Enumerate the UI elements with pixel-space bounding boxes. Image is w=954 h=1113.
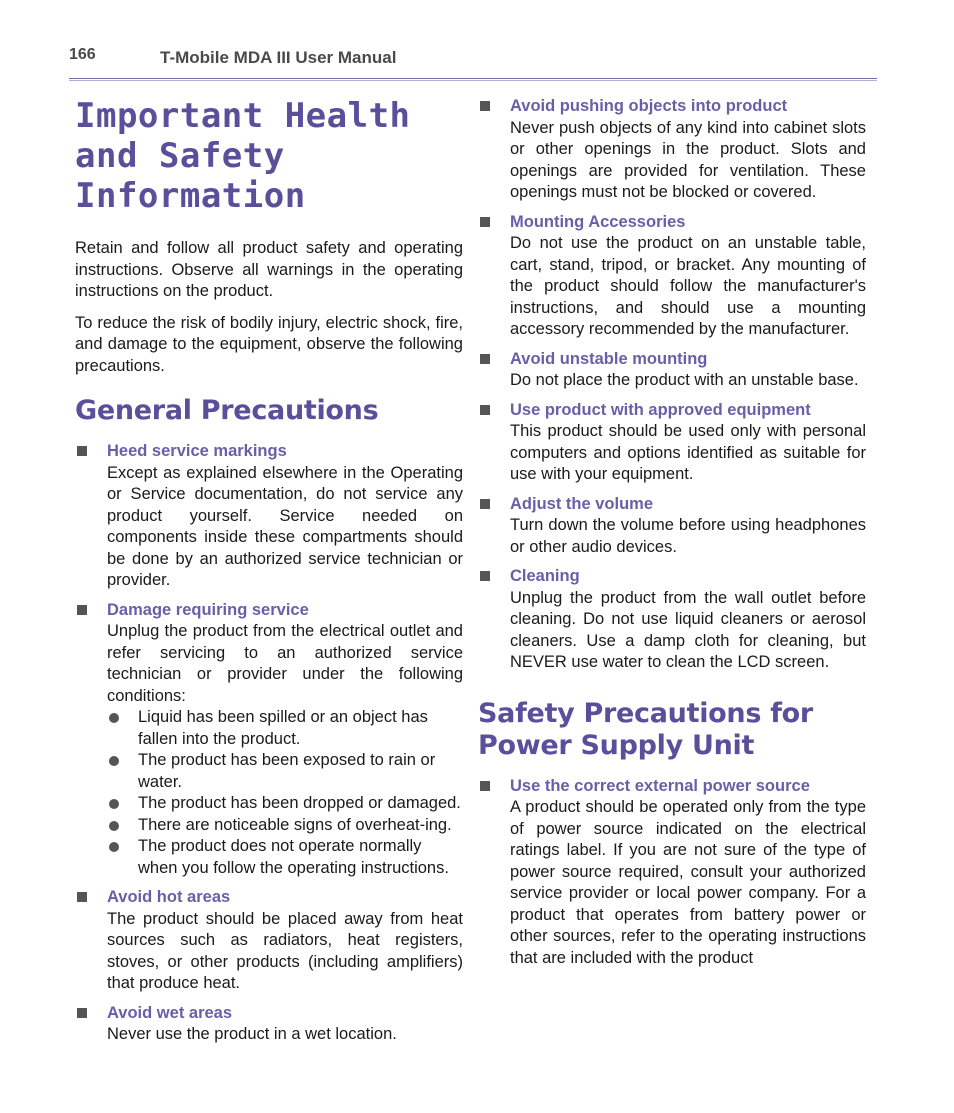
- condition-item: [107, 815, 463, 837]
- precaution-item: [478, 96, 866, 204]
- precaution-title: Mounting Accessories: [510, 212, 686, 231]
- precaution-text: Do not place the product with an unstable base.: [510, 371, 859, 389]
- precaution-title: Avoid pushing objects into product: [510, 97, 788, 115]
- square-bullet-icon: [77, 892, 87, 902]
- condition-text: Liquid has been spilled or an object has fallen into the product.: [138, 708, 428, 748]
- precaution-text: Never push objects of any kind into cabinet slots or other openings in the product. Slots and openings are provided for ventilation. These openings must not be blocked or covered.: [510, 118, 866, 201]
- page-number: 166: [69, 46, 96, 63]
- round-bullet-icon: [109, 842, 119, 852]
- square-bullet-icon: [77, 605, 87, 615]
- precaution-title: Avoid unstable mounting: [510, 349, 708, 368]
- header-rule-shadow: [69, 80, 877, 81]
- precaution-text: Do not use the product on an unstable table, cart, stand, tripod, or bracket. Any mounting of the product should follow the manufacturer's instructions, and should use a mounting accessory recommended by the manufacturer.: [510, 234, 866, 338]
- square-bullet-icon: [480, 499, 490, 509]
- precaution-title: Adjust the volume: [510, 494, 654, 513]
- precaution-item: [478, 494, 866, 559]
- square-bullet-icon: [77, 1008, 87, 1018]
- precaution-item: [478, 400, 866, 486]
- precaution-item: [75, 441, 463, 592]
- header-rule: [69, 78, 877, 79]
- square-bullet-icon: [480, 217, 490, 227]
- precaution-text: Unplug the product from the wall outlet before cleaning. Do not use liquid cleaners or aerosol cleaners. Use a damp cloth for cleaning, but NEVER use water to clean the LCD screen.: [510, 588, 866, 671]
- round-bullet-icon: [109, 713, 119, 723]
- page-title: Important Health and Safety Information: [75, 96, 411, 216]
- round-bullet-icon: [109, 821, 119, 831]
- manual-title: T-Mobile MDA III User Manual: [160, 48, 397, 67]
- precaution-title: Use product with approved equipment: [510, 400, 811, 419]
- condition-text: The product has been dropped or damaged.: [138, 794, 461, 812]
- precaution-item: [75, 600, 463, 880]
- condition-item: [107, 793, 463, 815]
- square-bullet-icon: [480, 781, 490, 791]
- precaution-item: [478, 212, 866, 341]
- precaution-title: Avoid wet areas: [107, 1003, 233, 1022]
- service-conditions-list: [107, 707, 463, 879]
- precaution-text: Turn down the volume before using headphones or other audio devices.: [510, 516, 866, 556]
- general-precautions-heading: General Precautions: [75, 395, 379, 426]
- square-bullet-icon: [77, 446, 87, 456]
- precaution-title: Damage requiring service: [107, 600, 309, 619]
- power-supply-heading: Safety Precautions for Power Supply Unit: [478, 697, 813, 761]
- precaution-title: Avoid hot areas: [107, 888, 231, 906]
- round-bullet-icon: [109, 756, 119, 766]
- precaution-text: Never use the product in a wet location.: [107, 1025, 397, 1043]
- precaution-text: A product should be operated only from the type of power source indicated on the electrical ratings label. If you are not sure of the type of power source required, consult your authorized service provider or local power company. For a product that operates from battery power or other sources, refer to the operating instructions that are included with the product: [510, 798, 866, 967]
- precaution-item: [478, 776, 866, 970]
- precaution-text: The product should be placed away from heat sources such as radiators, heat registers, stoves, or other products (including amplifiers) that produce heat.: [107, 909, 463, 992]
- precaution-item: [478, 566, 866, 674]
- condition-text: The product does not operate normally when you follow the operating instructions.: [138, 837, 449, 877]
- condition-item: [107, 836, 463, 879]
- page-header: [0, 0, 954, 90]
- precaution-title: Use the correct external power source: [510, 776, 810, 795]
- intro-paragraph: To reduce the risk of bodily injury, electric shock, fire, and damage to the equipment, observe the following precautions.: [75, 313, 463, 375]
- condition-item: [107, 750, 463, 793]
- precaution-title: Cleaning: [510, 567, 580, 585]
- condition-item: [107, 707, 463, 750]
- square-bullet-icon: [480, 405, 490, 415]
- precaution-text: Except as explained elsewhere in the Operating or Service documentation, do not service any product yourself. Service needed on components inside these compartments should be done by an authorized service technician or provider.: [107, 463, 463, 589]
- square-bullet-icon: [480, 571, 490, 581]
- condition-text: The product has been exposed to rain or water.: [138, 751, 436, 791]
- intro-paragraph: Retain and follow all product safety and operating instructions. Observe all warnings in the operating instructions on the product.: [75, 239, 463, 300]
- precaution-text: Unplug the product from the electrical outlet and refer servicing to an authorized service technician or provider under the following conditions:: [107, 622, 463, 705]
- precaution-item: [75, 887, 463, 995]
- right-column: [478, 96, 866, 977]
- precaution-item: [75, 1003, 463, 1046]
- precaution-title: Heed service markings: [107, 442, 287, 460]
- precaution-text: This product should be used only with personal computers and options identified as suitable for use with your equipment.: [510, 422, 866, 483]
- square-bullet-icon: [480, 354, 490, 364]
- condition-text: There are noticeable signs of overheat-ing.: [138, 815, 452, 834]
- round-bullet-icon: [109, 799, 119, 809]
- left-column: [75, 96, 463, 1054]
- square-bullet-icon: [480, 101, 490, 111]
- precaution-item: [478, 349, 866, 392]
